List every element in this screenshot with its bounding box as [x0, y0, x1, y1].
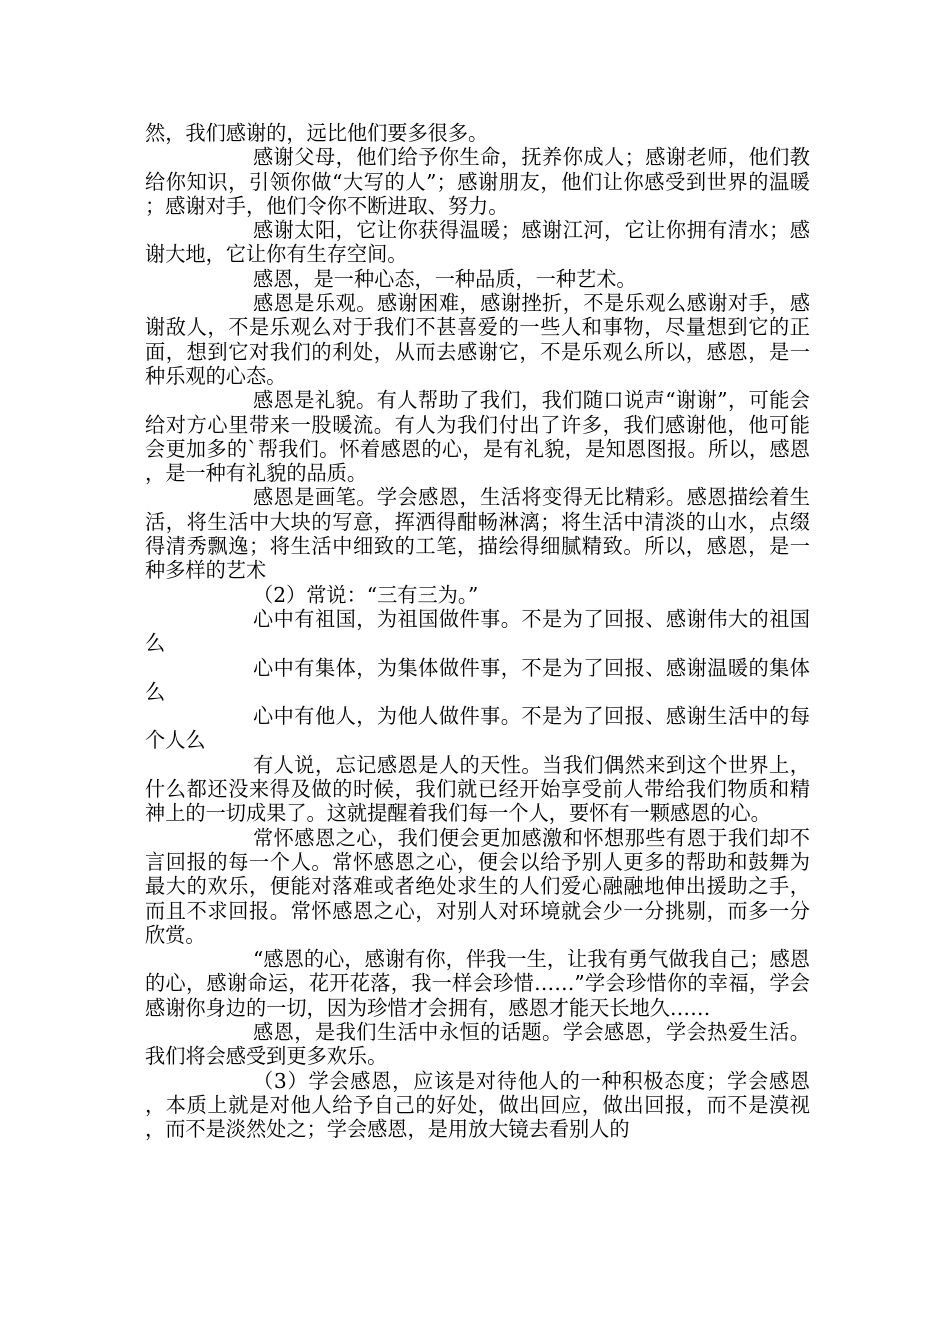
paragraph-6: 感恩是礼貌。有人帮助了我们，我们随口说声“谢谢”，可能会给对方心里带来一股暖流。有人为我们付出了许多，我们感谢他，他可能会更加多的`帮我们。怀着感恩的心，是有礼貌，是知恩图报。所以，感恩，是一种有礼貌的品质。: [145, 388, 810, 486]
document-body: [145, 121, 810, 1141]
paragraph-7: 感恩是画笔。学会感恩，生活将变得无比精彩。感恩描绘着生活，将生活中大块的写意，挥洒得酣畅淋漓；将生活中清淡的山水，点缀得清秀飘逸；将生活中细致的工笔，描绘得细腻精致。所以，感恩，是一种多样的艺术: [145, 485, 810, 583]
paragraph-8: （2）常说：“三有三为。”: [253, 582, 479, 607]
paragraph-14: “感恩的心，感谢有你，伴我一生，让我有勇气做我自己；感恩的心，感谢命运，花开花落，我一样会珍惜……”学会珍惜你的幸福，学会感谢你身边的一切，因为珍惜才会拥有，感恩才能天长地久……: [145, 947, 810, 1020]
paragraph-11: 心中有他人，为他人做件事。不是为了回报、感谢生活中的每个人么: [145, 704, 810, 753]
paragraph-13: 常怀感恩之心，我们便会更加感激和怀想那些有恩于我们却不言回报的每一个人。常怀感恩之心，便会以给予别人更多的帮助和鼓舞为最大的欢乐，便能对落难或者绝处求生的人们爱心融融地伸出援助之手，而且不求回报。常怀感恩之心，对别人对环境就会少一分挑剔，而多一分欣赏。: [145, 825, 810, 947]
paragraph-15: 感恩，是我们生活中永恒的话题。学会感恩，学会热爱生活。我们将会感受到更多欢乐。: [145, 1019, 810, 1069]
paragraph-4: 感恩，是一种心态，一种品质，一种艺术。: [253, 266, 637, 291]
paragraph-3: 感谢太阳，它让你获得温暖；感谢江河，它让你拥有清水；感谢大地，它让你有生存空间。: [145, 218, 810, 267]
paragraph-1: 然，我们感谢的，远比他们要多很多。: [145, 121, 489, 145]
paragraph-10: 心中有集体，为集体做件事，不是为了回报、感谢温暖的集体么: [145, 655, 810, 704]
paragraph-5: 感恩是乐观。感谢困难，感谢挫折，不是乐观么感谢对手，感谢敌人，不是乐观么对于我们不甚喜爱的一些人和事物，尽量想到它的正面，想到它对我们的利处，从而去感谢它，不是乐观么所以，感恩，是一种乐观的心态。: [145, 291, 810, 388]
paragraph-16: （3）学会感恩，应该是对待他人的一种积极态度；学会感恩，本质上就是对他人给予自己的好处，做出回应，做出回报，而不是漠视，而不是淡然处之；学会感恩，是用放大镜去看别人的: [145, 1068, 810, 1142]
paragraph-2: 感谢父母，他们给予你生命，抚养你成人；感谢老师，他们教给你知识，引领你做“大写的人”；感谢朋友，他们让你感受到世界的温暖；感谢对手，他们令你不断进取、努力。: [145, 145, 810, 218]
paragraph-12: 有人说，忘记感恩是人的天性。当我们偶然来到这个世界上，什么都还没来得及做的时候，我们就已经开始享受前人带给我们物质和精神上的一切成果了。这就提醒着我们每一个人，要怀有一颗感恩的心。: [145, 752, 810, 826]
paragraph-9: 心中有祖国，为祖国做件事。不是为了回报、感谢伟大的祖国么: [145, 606, 810, 656]
